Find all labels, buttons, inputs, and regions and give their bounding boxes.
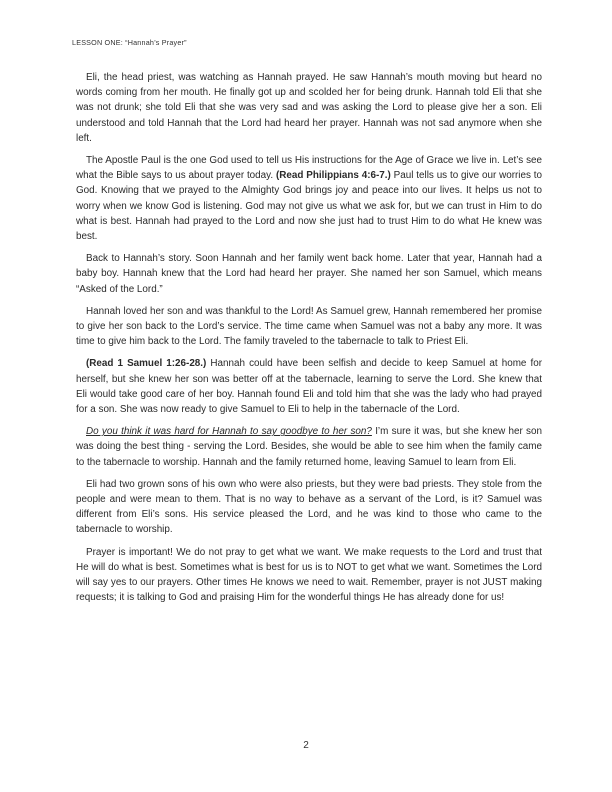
- paragraph-text: Hannah could have been selfish and decide to keep Samuel at home for herself, but she knew her son was better off at the tabernacle, learning to serve the Lord. She knew that Eli would take good care of her boy. Hannah found Eli and told him that she was the lady who had prayed for a son. She was now ready to give Samuel to Eli to help in the tabernacle of the Lord.: [76, 358, 543, 416]
- paragraph-baby-boy: [76, 251, 542, 297]
- paragraph-read-samuel: [76, 356, 542, 417]
- scripture-reference: (Read Philippians 4:6-7.): [275, 170, 391, 182]
- paragraph-text: Prayer is important! We do not pray to get what we want. We make requests to the Lord and trust that He will do what is best. Sometimes what is best for us is to NOT to get what we want. Sometimes the Lord will say yes to our prayers. Other times He knows we need to wait. Remember, prayer is not JUST making requests; it is talking to God and praising Him for the wonderful things He has already done for us!: [76, 546, 542, 604]
- paragraph-text: Paul tells us to give our worries to God. Knowing that we prayed to the Almighty God brings joy and peace into our lives. It helps us not to worry when we know God is listening. God may not give us what we ask for, but we can trust in Him to do what is best. Hannah had prayed to the Lord and now she just had to trust Him to do what He knew was best.: [76, 170, 543, 243]
- paragraph-prayer-important: [76, 545, 542, 606]
- paragraph-text: I’m sure it was, but she knew her son was doing the best thing - serving the Lord. Besides, she would be able to see him when the family came to the tabernacle to worship. Hannah and the family returned home, leaving Samuel to learn from Eli.: [76, 426, 542, 468]
- paragraph-hannah-loved: [76, 304, 542, 350]
- paragraph-text: Hannah loved her son and was thankful to the Lord! As Samuel grew, Hannah remembered her promise to give her son back to the Lord’s service. The time came when Samuel was not a baby any more. It was time to give him back to the Lord. The family traveled to the tabernacle to talk to Priest Eli.: [76, 305, 542, 348]
- paragraph-text: Eli had two grown sons of his own who were also priests, but they were bad priests. They stole from the people and were mean to them. That is no way to behave as a servant of the Lord, is it? Samuel was different from Eli’s sons. His service pleased the Lord, and he was kind to those who came to the tabernacle to worship.: [76, 478, 542, 536]
- paragraph-text: Back to Hannah’s story. Soon Hannah and her family went back home. Later that year, Hannah had a baby boy. Hannah knew that the Lord had heard her prayer. She named her son Samuel, which means “Asked of the Lord.”: [76, 253, 542, 295]
- paragraph-apostle-paul: [76, 153, 542, 244]
- page-number: 2: [303, 740, 309, 751]
- paragraph-text: Eli, the head priest, was watching as Hannah prayed. He saw Hannah’s mouth moving but heard no words coming from her mouth. He finally got up and scolded her for being drunk. Hannah told Eli that she was not drunk; she told Eli that she was very sad and was asking the Lord to please give her a son. Eli understood and told Hannah that the Lord had heard her prayer. Hannah was not sad anymore when she left.: [76, 72, 542, 144]
- paragraph-eli-watching: [76, 70, 542, 146]
- paragraph-eli-sons: [76, 477, 542, 538]
- lesson-header: LESSON ONE: “Hannah’s Prayer”: [72, 38, 187, 47]
- discussion-question: Do you think it was hard for Hannah to say goodbye to her son?: [86, 426, 372, 438]
- paragraph-goodbye-question: [76, 424, 542, 470]
- scripture-reference: (Read 1 Samuel 1:26-28.): [86, 358, 207, 370]
- lesson-body: [76, 70, 542, 613]
- paragraph-text: The Apostle Paul is the one God used to tell us His instructions for the Age of Grace we live in. Let’s see what the Bible says to us about prayer today.: [76, 155, 542, 182]
